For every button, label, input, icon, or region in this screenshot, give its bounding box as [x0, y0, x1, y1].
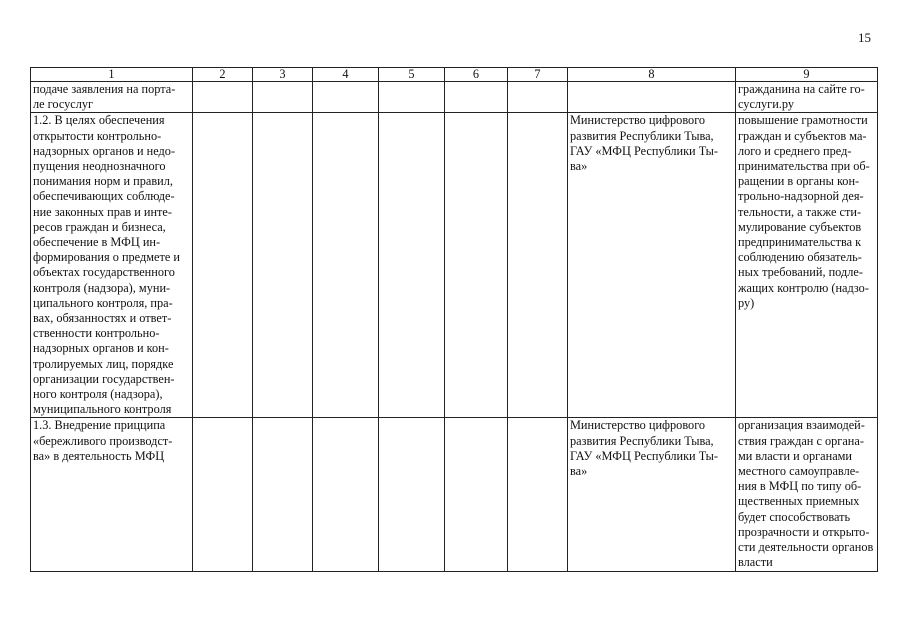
row-2-col-4	[313, 113, 379, 418]
cell-text: повышение грамотности граждан и субъектов ма- лого и среднего пред- принимательства при об- ращении в органы кон- трольно-надзорной дея- тельности, а также сти- мулирование субъектов предпринимательства к соблюдению обязатель- ных требований, подле- жащих контролю (надзо- ру)	[738, 113, 870, 310]
row-3-measure	[31, 418, 193, 571]
row-3-col-3	[253, 418, 313, 571]
row-2-col-2	[193, 113, 253, 418]
row-3-executor	[568, 418, 736, 571]
row-1-result	[736, 82, 878, 113]
cell-text: подаче заявления на порта- ле госуслуг	[33, 82, 176, 112]
cell-text: Министерство цифрового развития Республики Тыва, ГАУ «МФЦ Республики Ты- ва»	[570, 113, 718, 174]
header-col-5: 5	[379, 68, 445, 82]
row-3-col-2	[193, 418, 253, 571]
cell-text: гражданина на сайте го- суслуги.ру	[738, 82, 865, 112]
header-col-2: 2	[193, 68, 253, 82]
header-row	[31, 68, 878, 82]
header-col-8: 8	[568, 68, 736, 82]
cell-text: Министерство цифрового развития Республики Тыва, ГАУ «МФЦ Республики Ты- ва»	[570, 418, 718, 479]
cell-text: организация взаимодей- ствия граждан с органа- ми власти и органами местного самоуправле- ния в МФЦ по типу об- щественных приемных будет способствовать прозрачности и открыто- сти деятельности органов власти	[738, 418, 874, 570]
row-3-result	[736, 418, 878, 571]
page-number: 15	[858, 30, 871, 45]
table-row	[31, 82, 878, 113]
table-row	[31, 113, 878, 418]
row-1-col-5	[379, 82, 445, 113]
row-3-col-7	[508, 418, 568, 571]
row-1-col-6	[445, 82, 508, 113]
header-col-4: 4	[313, 68, 379, 82]
row-2-result	[736, 113, 878, 418]
header-col-1: 1	[31, 68, 193, 82]
row-1-executor	[568, 82, 736, 113]
row-1-col-3	[253, 82, 313, 113]
row-2-col-6	[445, 113, 508, 418]
row-3-col-5	[379, 418, 445, 571]
header-col-6: 6	[445, 68, 508, 82]
cell-text: 1.3. Внедрение прицципа «бережливого производст- ва» в деятельность МФЦ	[33, 418, 173, 463]
row-1-col-4	[313, 82, 379, 113]
header-col-3: 3	[253, 68, 313, 82]
header-col-9: 9	[736, 68, 878, 82]
plan-table	[30, 67, 878, 572]
row-2-col-5	[379, 113, 445, 418]
row-2-executor	[568, 113, 736, 418]
row-1-measure	[31, 82, 193, 113]
row-2-measure	[31, 113, 193, 418]
cell-text: 1.2. В целях обеспечения открытости контрольно- надзорных органов и недо- пущения неоднозначного понимания норм и правил, обеспечивающих соблюде- ние законных прав и инте- ресов граждан и бизнеса, обеспечение в МФЦ ин- формирования о предмете и объектах государственного контроля (надзора), муни- ципального контроля, пра- вах, обязанностях и ответ- ственности контрольно- надзорных органов и кон- тролируемых лиц, порядке организации государствен- ного контроля (надзора), муниципального контроля	[33, 113, 180, 417]
row-1-col-7	[508, 82, 568, 113]
row-3-col-4	[313, 418, 379, 571]
row-2-col-3	[253, 113, 313, 418]
row-1-col-2	[193, 82, 253, 113]
table-row	[31, 418, 878, 571]
header-col-7: 7	[508, 68, 568, 82]
row-2-col-7	[508, 113, 568, 418]
row-3-col-6	[445, 418, 508, 571]
